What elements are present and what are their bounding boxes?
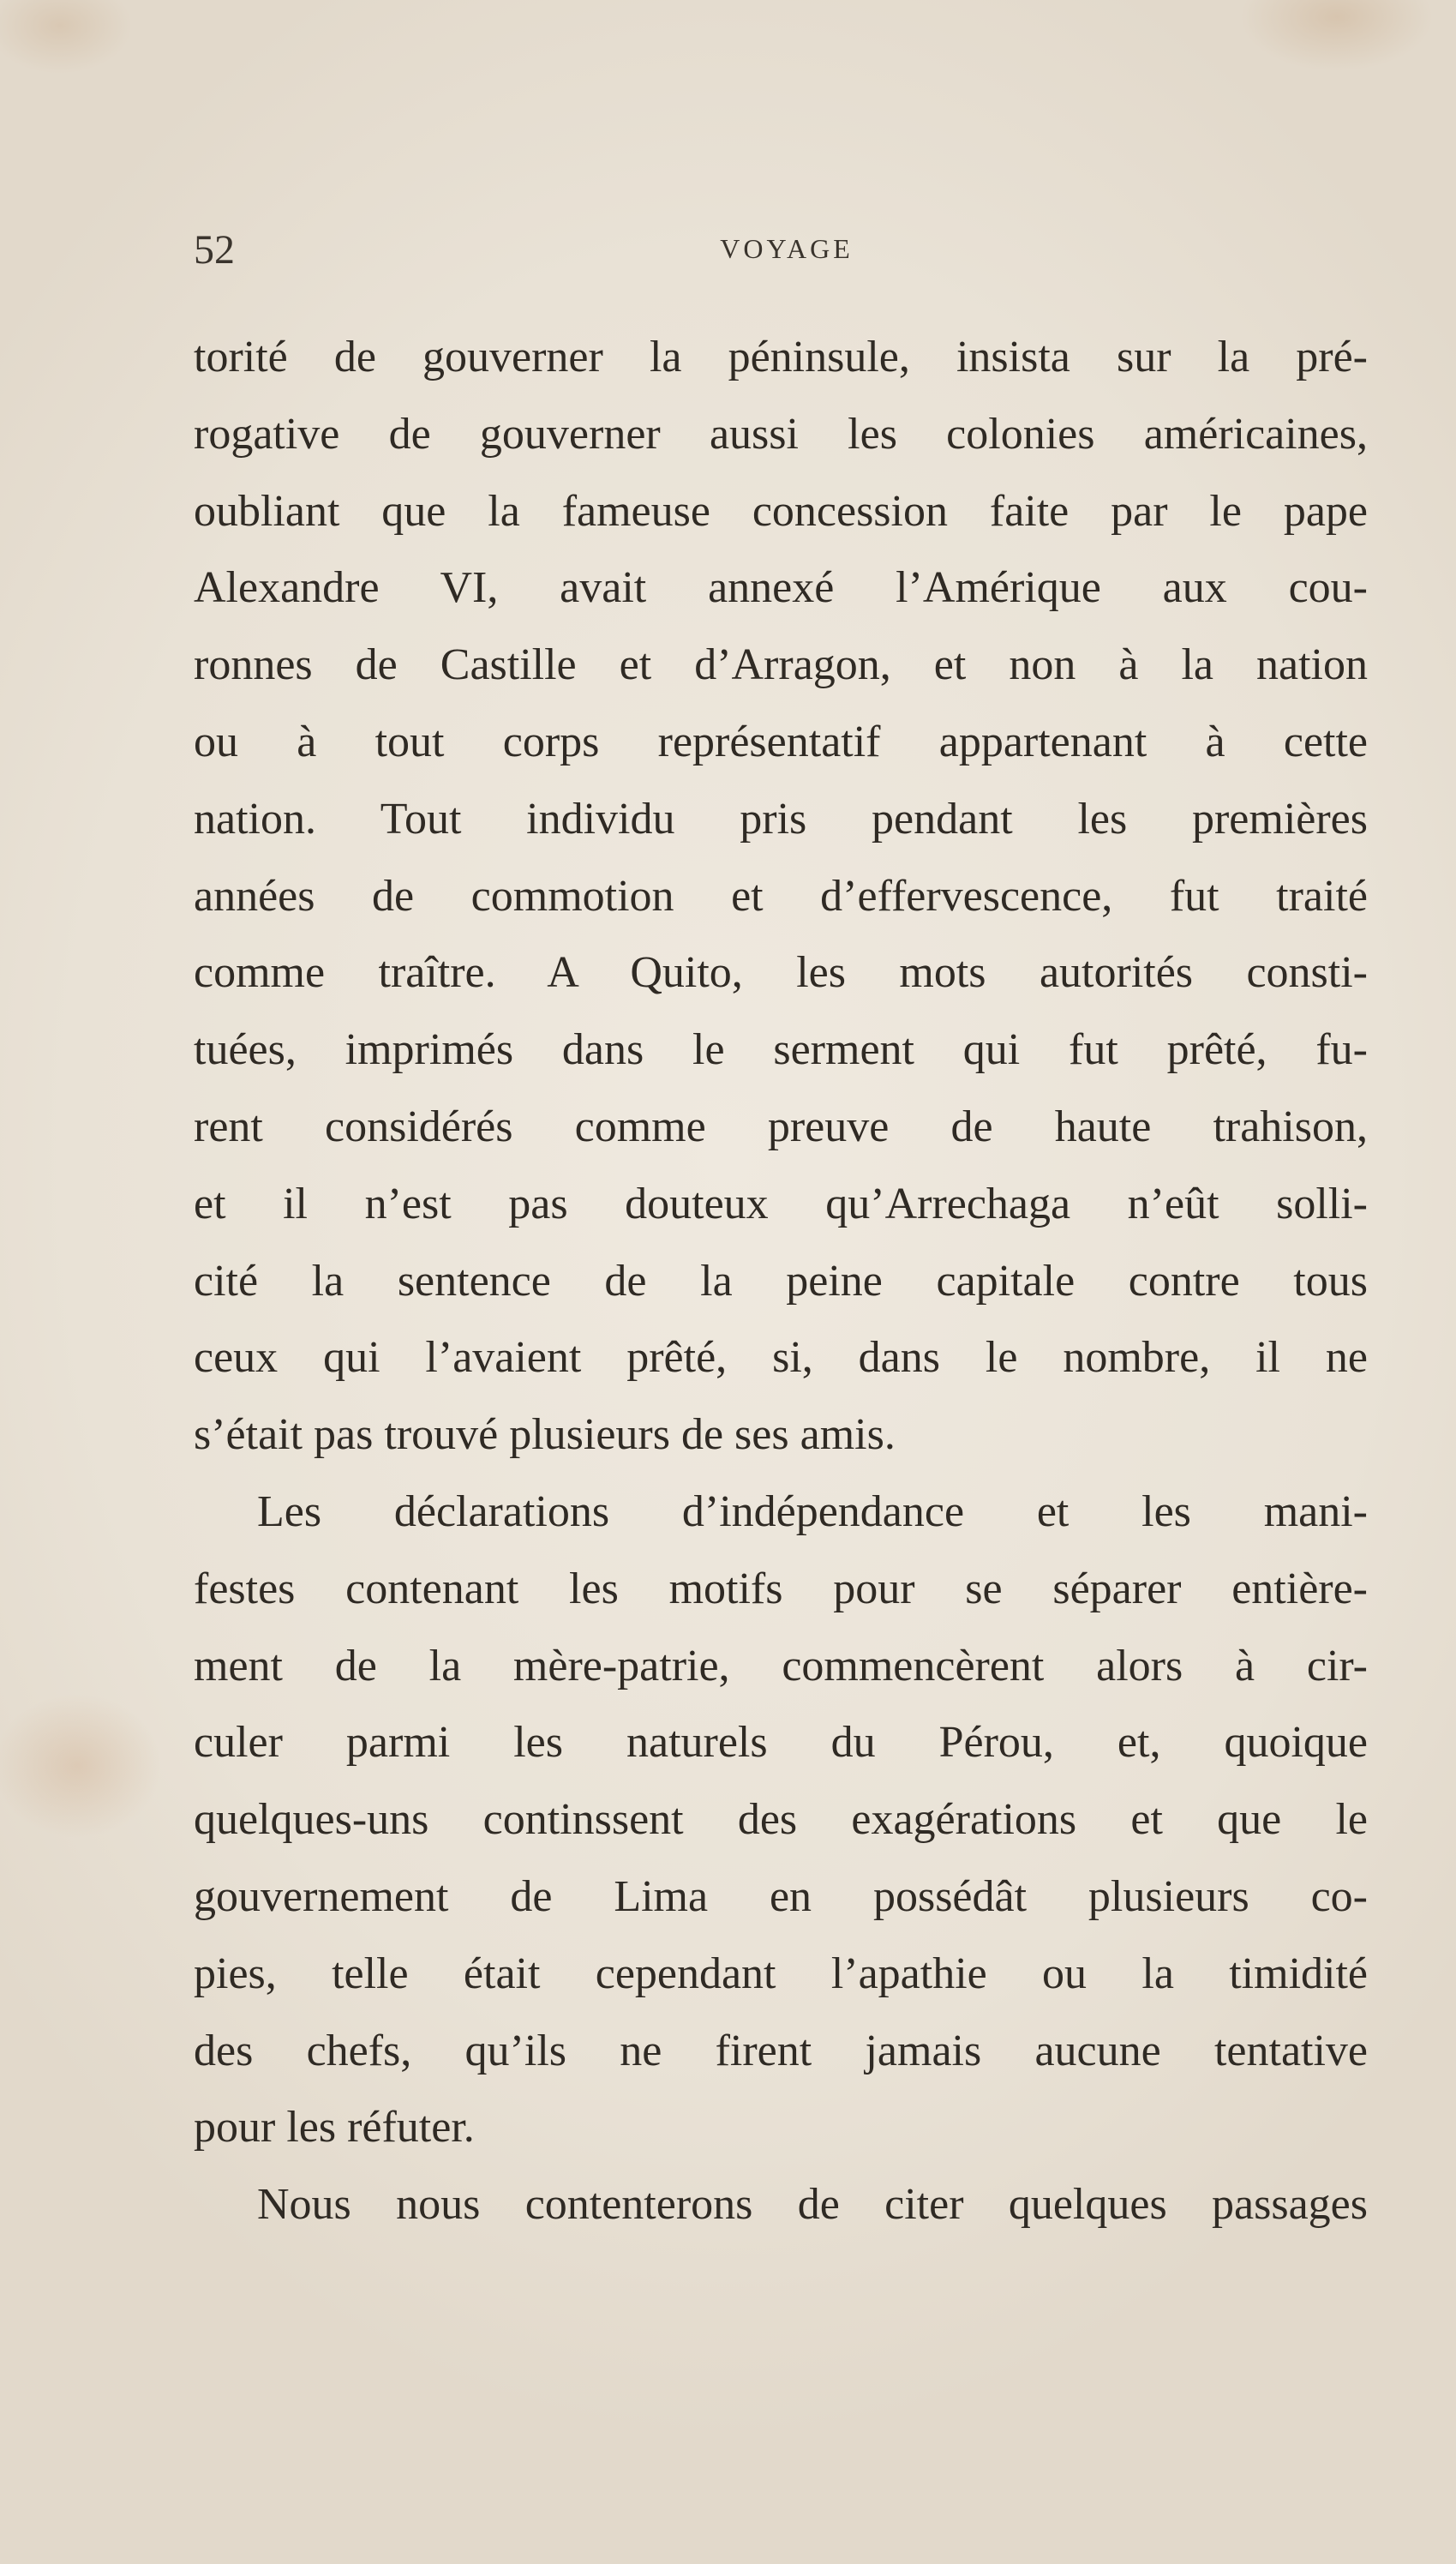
page-number: 52 xyxy=(194,227,235,273)
paragraph-end-line: pour les réfuter. xyxy=(194,2103,475,2153)
paragraph-end-line: s’était pas trouvé plusieurs de ses amis. xyxy=(194,1410,896,1460)
paragraph-start-line: Les déclarations d’indépendance et les mani- xyxy=(257,1486,1368,1536)
text-line: tuées, imprimés dans le serment qui fut prêté, fu- xyxy=(194,1025,1368,1075)
text-line: et il n’est pas douteux qu’Arrechaga n’eût solli- xyxy=(194,1179,1368,1228)
text-line: quelques-uns continssent des exagérations et que le xyxy=(194,1795,1368,1845)
text-line: années de commotion et d’effervescence, fut traité xyxy=(194,871,1368,921)
running-header xyxy=(194,225,1368,276)
text-line: cité la sentence de la peine capitale contre tous xyxy=(194,1256,1368,1306)
text-line: rent considérés comme preuve de haute trahison, xyxy=(194,1102,1368,1151)
text-line: ceux qui l’avaient prêté, si, dans le nombre, il ne xyxy=(194,1333,1368,1383)
text-line: oubliant que la fameuse concession faite par le pape xyxy=(194,486,1368,536)
text-line: gouvernement de Lima en possédât plusieurs co- xyxy=(194,1871,1368,1921)
text-line: pies, telle était cependant l’apathie ou la timidité xyxy=(194,1949,1368,1998)
paragraph-start-line: Nous nous contenterons de citer quelques passages xyxy=(257,2180,1368,2230)
text-line: des chefs, qu’ils ne firent jamais aucune tentative xyxy=(194,2026,1368,2075)
text-line: ment de la mère-patrie, commencèrent alors à cir- xyxy=(194,1641,1368,1690)
text-line: nation. Tout individu pris pendant les premières xyxy=(194,794,1368,844)
text-line: comme traître. A Quito, les mots autorités consti- xyxy=(194,948,1368,998)
running-title: VOYAGE xyxy=(720,233,854,264)
text-line: Alexandre VI, avait annexé l’Amérique aux cou- xyxy=(194,563,1368,613)
body-text xyxy=(194,319,1368,2243)
text-line: torité de gouverner la péninsule, insista sur la pré- xyxy=(194,333,1368,381)
text-line: ronnes de Castille et d’Arragon, et non à la nation xyxy=(194,640,1368,690)
text-line: rogative de gouverner aussi les colonies américaines, xyxy=(194,409,1368,459)
text-line: ou à tout corps représentatif appartenant à cette xyxy=(194,717,1368,766)
text-line: culer parmi les naturels du Pérou, et, quoique xyxy=(194,1718,1368,1768)
text-line: festes contenant les motifs pour se séparer entière- xyxy=(194,1564,1368,1613)
